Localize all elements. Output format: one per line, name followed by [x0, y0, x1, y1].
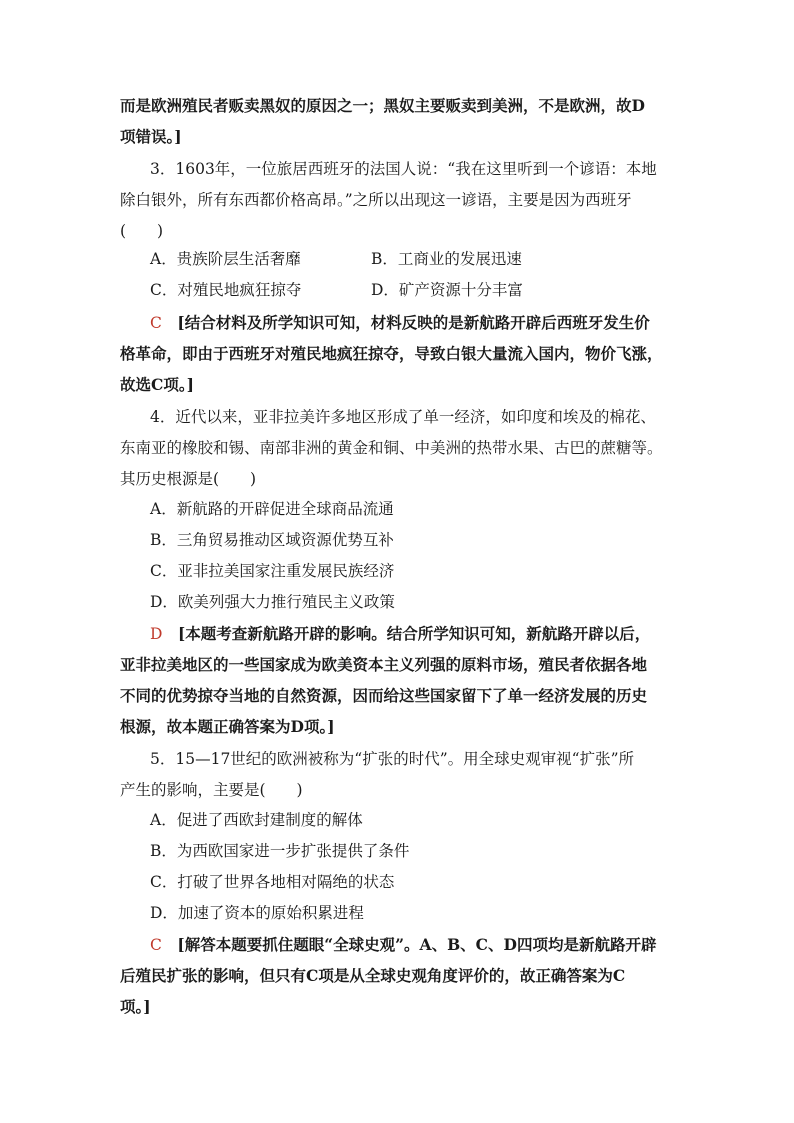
line-text: C．对殖民地疯狂掠夺 [150, 281, 302, 299]
text-line [0, 561, 794, 581]
text-line [0, 190, 794, 210]
line-text: D．欧美列强大力推行殖民主义政策 [150, 593, 395, 611]
text-line [0, 469, 794, 489]
line-text: A．新航路的开辟促进全球商品流通 [150, 500, 394, 518]
line-text: 后殖民扩张的影响，但只有C项是从全球史观角度评价的，故正确答案为C [120, 966, 626, 985]
line-text: 除白银外，所有东西都价格高昂。”之所以出现这一谚语，主要是因为西班牙 [120, 191, 632, 209]
line-text: 项错误。] [120, 127, 182, 146]
line-text: 4．近代以来，亚非拉美许多地区形成了单一经济，如印度和埃及的棉花、 [150, 408, 656, 426]
line-text: 不同的优势掠夺当地的自然资源，因而给这些国家留下了单一经济发展的历史 [120, 686, 648, 705]
line-text: [解答本题要抓住题眼“全球史观”。A、B、C、D四项均是新航路开辟 [161, 935, 657, 954]
line-text: 东南亚的橡胶和锡、南部非洲的黄金和铜、中美洲的热带水果、古巴的蔗糖等。 [120, 439, 663, 457]
line-text: 5．15—17世纪的欧洲被称为“扩张的时代”。用全球史观审视“扩张”所 [150, 750, 635, 768]
line-text: B．工商业的发展迅速 [371, 250, 522, 268]
text-line [0, 438, 794, 458]
line-text: 根源，故本题正确答案为D项。] [120, 717, 335, 736]
line-text: [本题考查新航路开辟的影响。结合所学知识可知，新航路开辟以后， [162, 624, 651, 643]
text-line [0, 280, 794, 300]
answer-line [0, 935, 794, 955]
line-text: 格革命，即由于西班牙对殖民地疯狂掠夺，导致白银大量流入国内，物价飞涨， [120, 344, 663, 363]
answer-letter: C [150, 314, 162, 332]
text-line [0, 96, 794, 116]
line-text: 其历史根源是( ) [120, 470, 257, 488]
text-line [0, 127, 794, 147]
text-line [0, 159, 794, 179]
line-text: D．矿产资源十分丰富 [371, 281, 523, 299]
text-line [0, 499, 794, 519]
line-text: 3．1603年，一位旅居西班牙的法国人说：“我在这里听到一个谚语：本地 [150, 160, 657, 178]
text-line [0, 966, 794, 986]
text-line [0, 997, 794, 1017]
text-line [0, 841, 794, 861]
text-line [0, 717, 794, 737]
line-text: 而是欧洲殖民者贩卖黑奴的原因之一；黑奴主要贩卖到美洲，不是欧洲，故D [120, 96, 645, 115]
line-text: 故选C项。] [120, 375, 194, 394]
text-line [0, 903, 794, 923]
line-text: C．打破了世界各地相对隔绝的状态 [150, 873, 395, 891]
text-line [0, 810, 794, 830]
text-line [0, 344, 794, 364]
line-text: B．为西欧国家进一步扩张提供了条件 [150, 842, 410, 860]
line-text: 产生的影响，主要是( ) [120, 781, 303, 799]
line-text: [结合材料及所学知识可知，材料反映的是新航路开辟后西班牙发生价 [161, 313, 650, 332]
line-text: A．促进了西欧封建制度的解体 [150, 811, 363, 829]
answer-letter: C [150, 936, 162, 954]
text-line [0, 780, 794, 800]
answer-letter: D [150, 625, 163, 643]
text-line [0, 686, 794, 706]
line-text: D．加速了资本的原始积累进程 [150, 904, 364, 922]
text-line [0, 749, 794, 769]
text-line [0, 375, 794, 395]
line-text: C．亚非拉美国家注重发展民族经济 [150, 562, 395, 580]
text-line [0, 592, 794, 612]
text-line [0, 249, 794, 269]
answer-line [0, 624, 794, 644]
text-line [0, 530, 794, 550]
text-line [0, 655, 794, 675]
line-text: B．三角贸易推动区域资源优势互补 [150, 531, 394, 549]
line-text: A．贵族阶层生活奢靡 [150, 250, 301, 268]
line-text: 项。] [120, 997, 151, 1016]
answer-line [0, 313, 794, 333]
line-text: 亚非拉美地区的一些国家成为欧美资本主义列强的原料市场，殖民者依据各地 [120, 655, 648, 674]
text-line [0, 407, 794, 427]
line-text: ( ) [120, 222, 164, 240]
text-line [0, 221, 794, 241]
text-line [0, 872, 794, 892]
